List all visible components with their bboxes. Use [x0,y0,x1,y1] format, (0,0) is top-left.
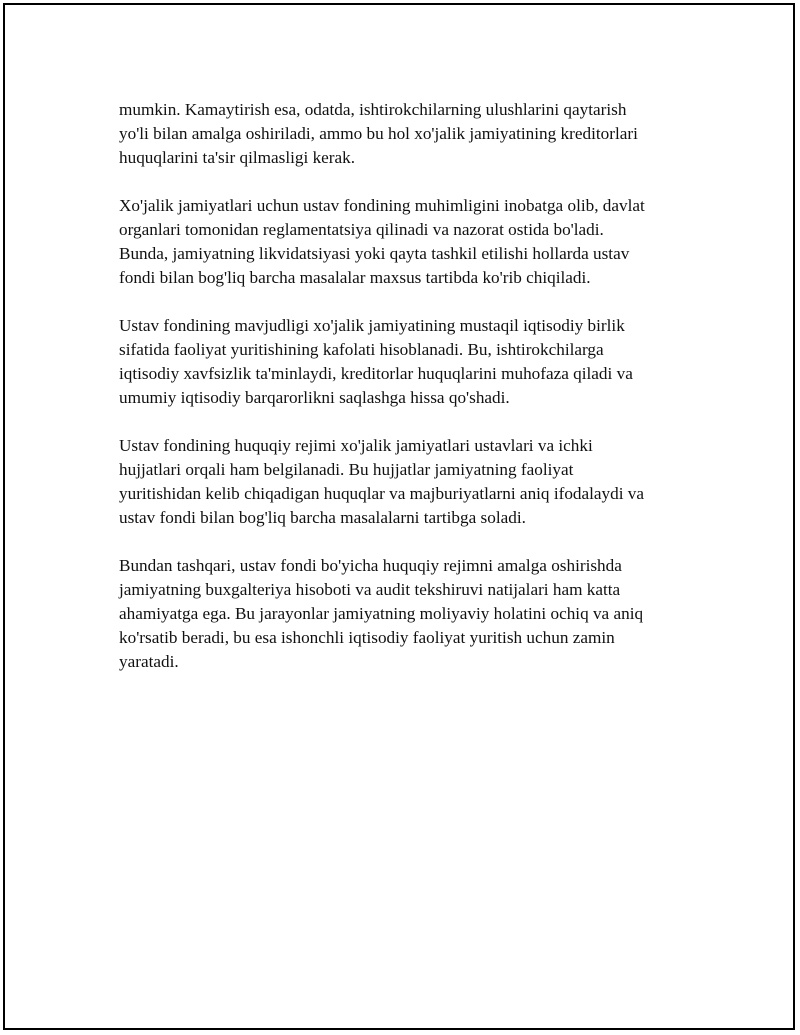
text-line: ahamiyatga ega. Bu jarayonlar jamiyatning moliyaviy holatini ochiq va aniq [119,604,644,623]
text-line: fondi bilan bog'liq barcha masalalar maxsus tartibda ko'rib chiqiladi. [119,268,591,287]
paragraph-1 [119,98,693,170]
paragraph-5 [119,554,693,674]
text-line: organlari tomonidan reglamentatsiya qilinadi va nazorat ostida bo'ladi. [119,220,604,239]
text-line: iqtisodiy xavfsizlik ta'minlaydi, kreditorlar huquqlarini muhofaza qiladi va [119,364,633,383]
paragraph-4 [119,434,693,530]
paragraph-2 [119,194,693,290]
document-body [119,98,693,698]
text-line: huquqlarini ta'sir qilmasligi kerak. [119,148,356,167]
text-line: yuritishidan kelib chiqadigan huquqlar va majburiyatlarni aniq ifodalaydi va [119,484,645,503]
text-line: Ustav fondining mavjudligi xo'jalik jamiyatining mustaqil iqtisodiy birlik [119,316,625,335]
text-line: Bunda, jamiyatning likvidatsiyasi yoki qayta tashkil etilishi hollarda ustav [119,244,630,263]
text-line: yo'li bilan amalga oshiriladi, ammo bu hol xo'jalik jamiyatining kreditorlari [119,124,638,143]
text-line: Ustav fondining huquqiy rejimi xo'jalik jamiyatlari ustavlari va ichki [119,436,593,455]
text-line: hujjatlari orqali ham belgilanadi. Bu hujjatlar jamiyatning faoliyat [119,460,574,479]
text-line: ko'rsatib beradi, bu esa ishonchli iqtisodiy faoliyat yuritish uchun zamin [119,628,615,647]
document-page [3,3,795,1030]
text-line: mumkin. Kamaytirish esa, odatda, ishtirokchilarning ulushlarini qaytarish [119,100,627,119]
text-line: sifatida faoliyat yuritishining kafolati hisoblanadi. Bu, ishtirokchilarga [119,340,604,359]
text-line: umumiy iqtisodiy barqarorlikni saqlashga hissa qo'shadi. [119,388,510,407]
text-line: yaratadi. [119,652,179,671]
paragraph-3 [119,314,693,410]
text-line: Bundan tashqari, ustav fondi bo'yicha huquqiy rejimni amalga oshirishda [119,556,622,575]
text-line: Xo'jalik jamiyatlari uchun ustav fondining muhimligini inobatga olib, davlat [119,196,645,215]
text-line: ustav fondi bilan bog'liq barcha masalalarni tartibga soladi. [119,508,526,527]
text-line: jamiyatning buxgalteriya hisoboti va audit tekshiruvi natijalari ham katta [119,580,621,599]
